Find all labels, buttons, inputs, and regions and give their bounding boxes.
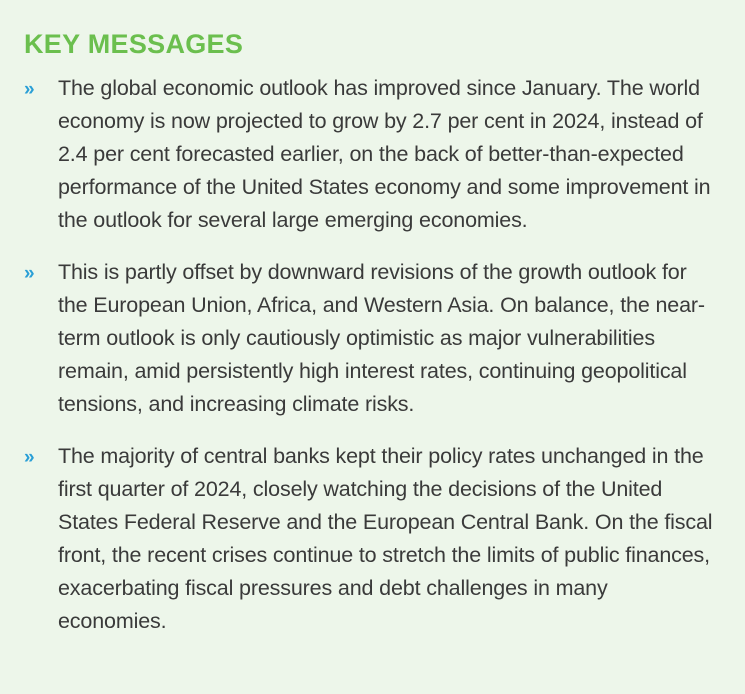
message-text: This is partly offset by downward revisions of the growth outlook for the European Union, Africa, and Western Asia. On balance, the near-term outlook is only cautiously optimistic as major vulnerabilities remain, amid persistently high interest rates, continuing geopolitical tensions, and increasing climate risks. xyxy=(58,260,705,416)
chevron-right-icon: » xyxy=(24,79,35,100)
message-text: The majority of central banks kept their policy rates unchanged in the first quarter of 2024, closely watching the decisions of the United States Federal Reserve and the European Central Bank. On the fiscal front, the recent crises continue to stretch the limits of public finances, exacerbating fiscal pressures and debt challenges in many economies. xyxy=(58,444,713,633)
key-messages-list xyxy=(24,72,721,638)
list-item xyxy=(24,440,721,638)
list-item xyxy=(24,72,721,237)
chevron-right-icon: » xyxy=(24,447,35,468)
list-item xyxy=(24,256,721,421)
section-title: KEY MESSAGES xyxy=(24,29,244,59)
message-text: The global economic outlook has improved since January. The world economy is now projected to grow by 2.7 per cent in 2024, instead of 2.4 per cent forecasted earlier, on the back of better-than-expected performance of the United States economy and some improvement in the outlook for several large emerging economies. xyxy=(58,76,711,232)
chevron-right-icon: » xyxy=(24,263,35,284)
